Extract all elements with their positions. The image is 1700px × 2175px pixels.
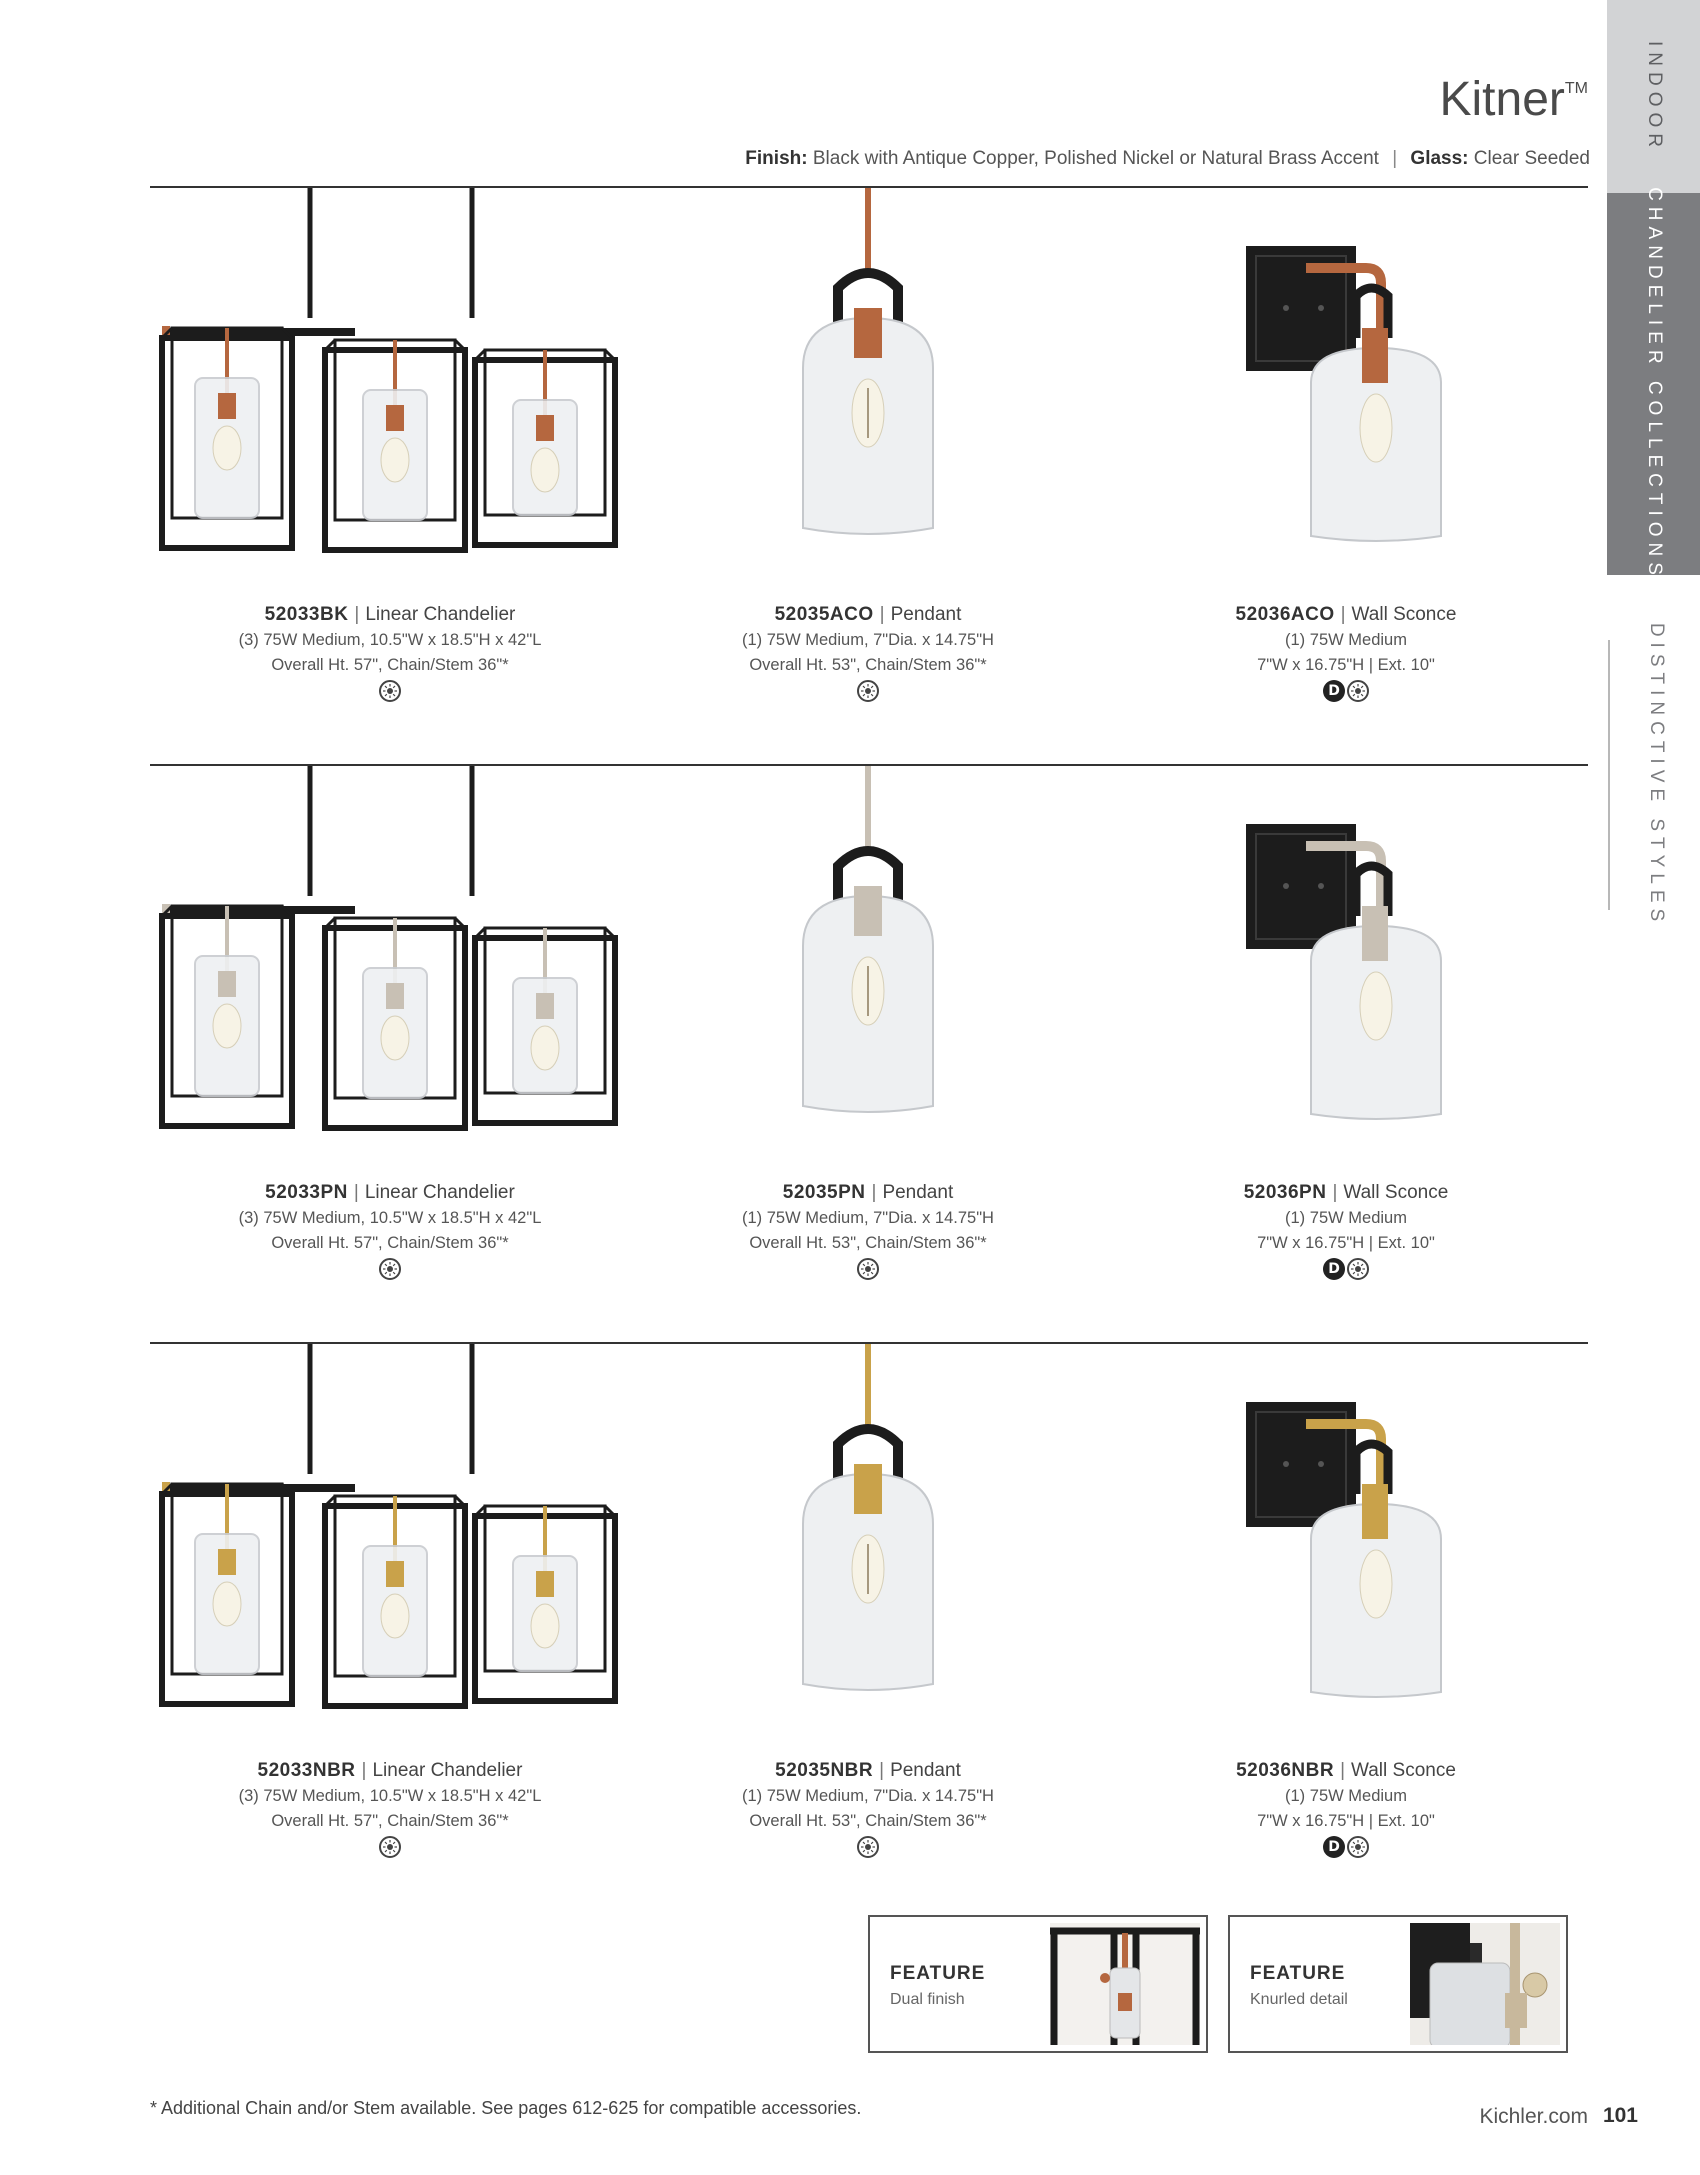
product-dimension-line: Overall Ht. 57", Chain/Stem 36"* [271,1234,509,1252]
product-image [628,188,1108,608]
bulb-icon [379,1258,401,1280]
product-dimension-line: Overall Ht. 53", Chain/Stem 36"* [749,656,987,674]
finish-glass-line [745,148,1590,170]
product-sku: 52036PN [1243,1182,1327,1203]
product-sku: 52035ACO [774,604,874,625]
product-image [150,1344,630,1764]
tab-indoor-label: INDOOR [1643,40,1665,153]
rating-icons [628,680,1108,702]
rating-icons [150,1258,630,1280]
page-title [1440,72,1589,127]
product-tile[interactable] [1106,1344,1586,1858]
product-spec [628,1758,1108,1858]
product-tile[interactable] [1106,188,1586,702]
finish-label: Finish: [745,148,808,169]
feature-title: FEATURE [1250,1963,1346,1984]
product-tile[interactable] [628,766,1108,1280]
bulb-icon [379,1836,401,1858]
glass-value: Clear Seeded [1473,148,1590,169]
product-type: Linear Chandelier [372,1760,523,1781]
bulb-icon [857,680,879,702]
product-spec [150,602,630,702]
product-type: Pendant [890,604,962,625]
product-image [628,1344,1108,1764]
finish-value: Black with Antique Copper, Polished Nickel or Natural Brass Accent [812,148,1379,169]
product-tile[interactable] [1106,766,1586,1280]
d-icon: D [1323,1258,1345,1280]
product-sku: 52035PN [782,1182,866,1203]
product-spec [628,602,1108,702]
product-spec-line: (1) 75W Medium [1285,1787,1407,1805]
tab-indoor[interactable] [1607,0,1700,193]
footnote: * Additional Chain and/or Stem available. See pages 612-625 for compatible accessories. [150,2098,862,2118]
tab-distinctive-label: DISTINCTIVE STYLES [1646,622,1667,928]
collection-name: Kitner [1439,73,1565,126]
product-sku: 52033BK [264,604,349,625]
feature-image-dual-finish [1050,1923,1200,2045]
tab-chandelier-label: CHANDELIER COLLECTIONS [1643,187,1665,581]
product-spec-line: (1) 75W Medium [1285,631,1407,649]
product-sku: 52033NBR [257,1760,356,1781]
product-spec-line: (1) 75W Medium, 7"Dia. x 14.75"H [742,631,994,649]
bulb-icon [857,1258,879,1280]
sku-separator: | [1340,1760,1346,1781]
bulb-icon [857,1836,879,1858]
sku-separator: | [1340,604,1346,625]
product-tile[interactable] [628,188,1108,702]
d-icon: D [1323,680,1345,702]
product-spec [1106,602,1586,702]
product-spec-line: (3) 75W Medium, 10.5"W x 18.5"H x 42"L [238,1787,542,1805]
product-tile[interactable] [150,188,630,702]
product-dimension-line: Overall Ht. 53", Chain/Stem 36"* [749,1234,987,1252]
trademark-mark: TM [1564,80,1588,97]
product-type: Wall Sconce [1343,1182,1449,1203]
product-spec-line: (1) 75W Medium, 7"Dia. x 14.75"H [742,1209,994,1227]
rating-icons [150,1836,630,1858]
sku-separator: | [353,1182,359,1203]
bulb-icon [1347,680,1369,702]
product-dimension-line: Overall Ht. 53", Chain/Stem 36"* [749,1812,987,1830]
product-type: Pendant [882,1182,954,1203]
bulb-icon [1347,1258,1369,1280]
product-image [1106,188,1586,608]
product-spec [1106,1180,1586,1280]
bulb-icon [1347,1836,1369,1858]
footer-site-link[interactable]: Kichler.com [1479,2105,1588,2128]
product-tile[interactable] [150,1344,630,1858]
feature-title: FEATURE [890,1963,986,1984]
product-dimension-line: 7"W x 16.75"H | Ext. 10" [1257,1812,1435,1830]
product-sku: 52033PN [265,1182,348,1203]
product-spec [1106,1758,1586,1858]
product-type: Wall Sconce [1351,1760,1456,1781]
feature-subtitle: Knurled detail [1250,1991,1348,2008]
product-dimension-line: Overall Ht. 57", Chain/Stem 36"* [271,656,509,674]
product-tile[interactable] [150,766,630,1280]
product-spec [150,1180,630,1280]
product-spec [150,1758,630,1858]
sku-separator: | [871,1182,877,1203]
feature-subtitle: Dual finish [890,1991,965,2008]
product-type: Linear Chandelier [365,604,516,625]
sku-separator: | [354,604,360,625]
tab-chandelier-collections[interactable] [1607,187,1700,581]
product-type: Wall Sconce [1351,604,1457,625]
product-image [628,766,1108,1186]
product-sku: 52035NBR [775,1760,874,1781]
sku-separator: | [1332,1182,1338,1203]
product-image [1106,766,1586,1186]
header-separator: | [1392,148,1398,169]
rating-icons [1106,1258,1586,1280]
product-sku: 52036ACO [1235,604,1335,625]
product-image [150,188,630,608]
sku-separator: | [361,1760,367,1781]
product-spec-line: (1) 75W Medium, 7"Dia. x 14.75"H [742,1787,994,1805]
tab-distinctive-styles[interactable] [1608,622,1700,928]
product-spec-line: (3) 75W Medium, 10.5"W x 18.5"H x 42"L [238,631,542,649]
rating-icons [150,680,630,702]
product-tile[interactable] [628,1344,1108,1858]
product-spec-line: (1) 75W Medium [1285,1209,1407,1227]
product-dimension-line: 7"W x 16.75"H | Ext. 10" [1257,1234,1435,1252]
product-image [1106,1344,1586,1764]
product-type: Linear Chandelier [364,1182,515,1203]
page-number: 101 [1602,2104,1638,2127]
product-dimension-line: Overall Ht. 57", Chain/Stem 36"* [271,1812,509,1830]
feature-image-knurled-detail [1410,1923,1560,2045]
rating-icons [1106,680,1586,702]
glass-label: Glass: [1410,148,1469,169]
rating-icons [628,1836,1108,1858]
rating-icons [1106,1836,1586,1858]
product-image [150,766,630,1186]
product-dimension-line: 7"W x 16.75"H | Ext. 10" [1257,656,1435,674]
feature-box-dual-finish[interactable] [868,1915,1208,2053]
product-sku: 52036NBR [1236,1760,1335,1781]
bulb-icon [379,680,401,702]
feature-box-knurled-detail[interactable] [1228,1915,1568,2053]
sku-separator: | [879,604,885,625]
product-type: Pendant [890,1760,961,1781]
sku-separator: | [879,1760,885,1781]
product-spec [628,1180,1108,1280]
d-icon: D [1323,1836,1345,1858]
product-spec-line: (3) 75W Medium, 10.5"W x 18.5"H x 42"L [238,1209,542,1227]
rating-icons [628,1258,1108,1280]
